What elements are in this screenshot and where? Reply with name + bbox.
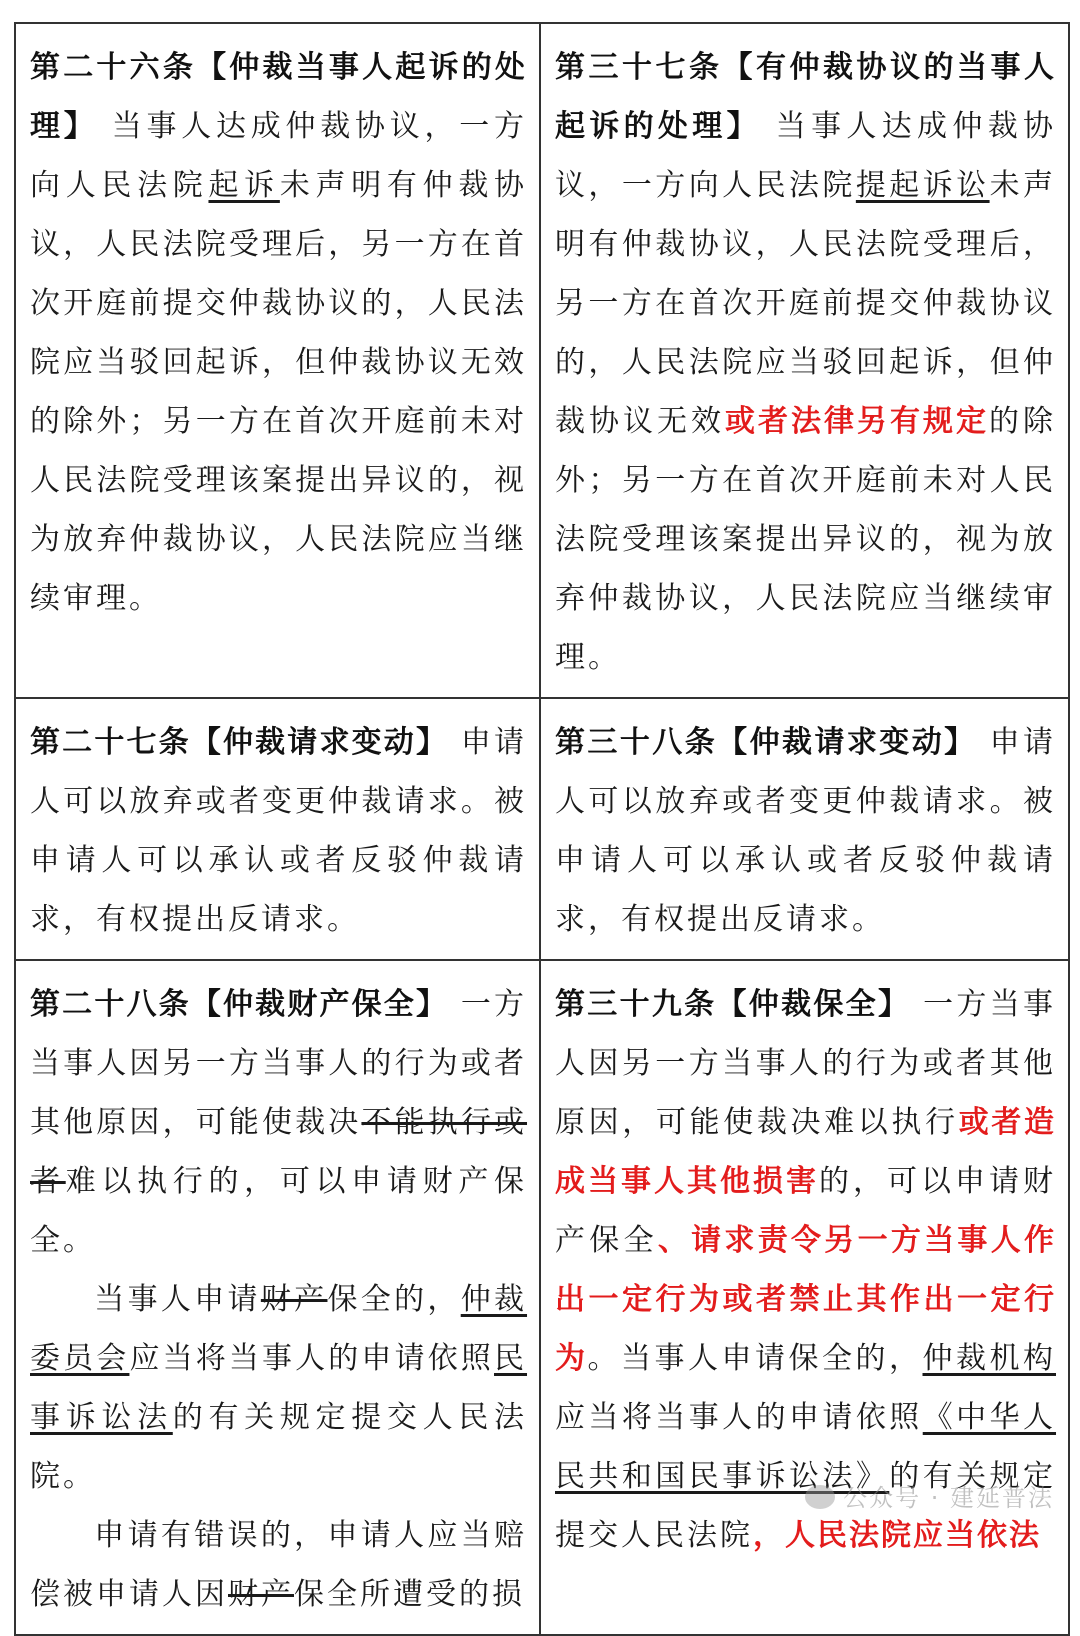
comparison-table xyxy=(14,22,1070,1636)
underlined-text: 提起诉讼 xyxy=(855,168,990,203)
article-title: 第三十九条【仲裁保全】 xyxy=(555,987,911,1022)
underlined-text: 仲裁机构 xyxy=(922,1341,1056,1376)
added-text: 或者造成当事人其他损害 xyxy=(555,1105,1057,1199)
deleted-text: 不能执行或者 xyxy=(30,1105,528,1199)
article-text: 申请人可以放弃或者变更仲裁请求。被申请人可以承认或者反驳仲裁请求，有权提出反请求。 xyxy=(555,725,1056,937)
article-title: 第三十八条【仲裁请求变动】 xyxy=(555,725,977,760)
table-row xyxy=(15,698,1069,960)
added-text: ，人民法院应当依法 xyxy=(753,1518,1041,1553)
paragraph: 当事人申请财产保全的，仲裁委员会应当将当事人的申请依照民事诉讼法的有关规定提交人民法院。 xyxy=(30,1282,528,1494)
watermark: 公众号 · 建延普法 xyxy=(805,1478,1054,1513)
article-text: 未声明有仲裁协议，人民法院受理后，另一方在首次开庭前提交仲裁协议的，人民法院应当驳回起诉，但仲裁协议无效的除外；另一方在首次开庭前未对人民法院受理该案提出异议的，视为放弃仲裁协议，人民法院应当继续审理。 xyxy=(30,168,528,616)
underlined-text: 《中华人民共和国民事诉讼法》 xyxy=(555,1400,1057,1494)
added-text: 、请求责令另一方当事人作出一定行为或者禁止其作出一定行为 xyxy=(555,1223,1057,1376)
added-text: 或者法律另有规定 xyxy=(725,404,989,439)
old-article-cell xyxy=(15,698,540,960)
old-article-cell xyxy=(15,960,540,1635)
table-row xyxy=(15,23,1069,698)
article-text: 一方当事人因另一方当事人的行为或者其他原因，可能使裁决难以执行 xyxy=(555,987,1056,1140)
underlined-text: 仲裁委员会 xyxy=(30,1282,528,1376)
article-text: 难以执行的，可以申请财产保全。 xyxy=(30,1164,528,1258)
article-text: 当事人达成仲裁协议，一方向人民法院 xyxy=(555,109,1057,203)
underlined-text: 起诉 xyxy=(208,168,280,203)
article-text: 一方当事人因另一方当事人的行为或者其他原因，可能使裁决 xyxy=(30,987,528,1140)
new-article-cell xyxy=(540,23,1069,698)
article-text: 的除外；另一方在首次开庭前未对人民法院受理该案提出异议的，视为放弃仲裁协议，人民法院应当继续审理。 xyxy=(555,404,1056,675)
paragraph: 申请有错误的，申请人应当赔偿被申请人因财产保全所遭受的损 xyxy=(30,1518,527,1612)
new-article-cell: 第三十九条【仲裁保全】 一方当事人因另一方当事人的行为或者其他原因，可能使裁决难以执行或者造成当事人其他损害的，可以申请财产保全、请求责令另一方当事人作出一定行为或者禁止其作出一定行为。当事人申请保全的，仲裁机构应当将当事人的申请依照《中华人民共和国民事诉讼法》的有关规定提交人民法院，人民法院应当依法 xyxy=(540,960,1069,1635)
table-row xyxy=(15,960,1069,1635)
article-title: 第二十七条【仲裁请求变动】 xyxy=(30,725,449,760)
article-title: 第二十六条【仲裁当事人起诉的处理】 xyxy=(30,50,527,144)
article-text: 申请人可以放弃或者变更仲裁请求。被申请人可以承认或者反驳仲裁请求，有权提出反请求。 xyxy=(30,725,528,937)
wechat-icon xyxy=(805,1485,835,1509)
article-title: 第二十八条【仲裁财产保全】 xyxy=(30,987,449,1022)
article-text: 未声明有仲裁协议，人民法院受理后，另一方在首次开庭前提交仲裁协议的，人民法院应当驳回起诉，但仲裁协议无效 xyxy=(555,168,1057,439)
article-text: 当事人达成仲裁协议，一方向人民法院 xyxy=(30,109,528,203)
old-article-cell xyxy=(15,23,540,698)
new-article-cell xyxy=(540,698,1069,960)
underlined-text: 民事诉讼法 xyxy=(30,1341,528,1435)
article-title: 第三十七条【有仲裁协议的当事人起诉的处理】 xyxy=(555,50,1056,144)
deleted-text: 财产 xyxy=(228,1577,294,1612)
deleted-text: 财产 xyxy=(260,1282,328,1317)
